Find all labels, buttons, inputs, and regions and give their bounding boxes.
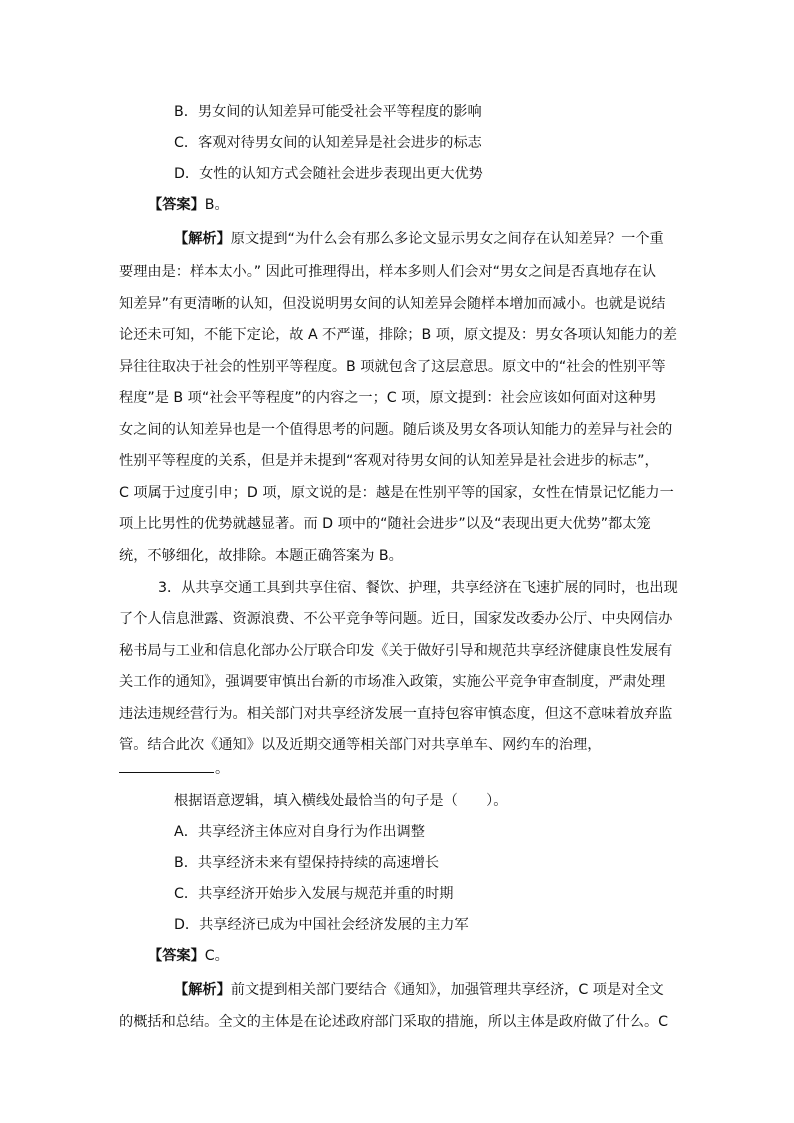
q2-analysis-line-11: 统，不够细化，故排除。本题正确答案为 B。 xyxy=(119,548,403,564)
q2-analysis-line-3: 知差异”有更清晰的认知，但没说明男女间的认知差异会随样本增加而减小。也就是说结 xyxy=(119,296,666,312)
q3-blank-line xyxy=(119,759,229,779)
q2-answer xyxy=(148,195,229,215)
q2-analysis-line-5: 异往往取决于社会的性别平等程度。B 项就包含了这层意思。原文中的“社会的性别平等 xyxy=(119,359,666,375)
q2-analysis-line-9: C 项属于过度引申；D 项，原文说的是：越是在性别平等的国家，女性在情景记忆能力一 xyxy=(119,485,674,501)
q3-option-b: B．共享经济未来有望保持持续的高速增长 xyxy=(174,855,440,871)
q2-option-c: C．客观对待男女间的认知差异是社会进步的标志 xyxy=(174,135,482,151)
q3-blank-end: 。 xyxy=(215,761,230,777)
q2-option-b: B．男女间的认知差异可能受社会平等程度的影响 xyxy=(174,104,482,120)
q2-option-d: D．女性的认知方式会随社会进步表现出更大优势 xyxy=(174,166,483,182)
q2-analysis-label: 【解析】 xyxy=(174,231,231,247)
q3-option-c: C．共享经济开始步入发展与规范并重的时期 xyxy=(174,886,454,902)
q3-answer xyxy=(148,946,229,966)
q2-analysis-line-4: 论还未可知，不能下定论，故 A 不严谨，排除；B 项，原文提及：男女各项认知能力的差 xyxy=(119,327,677,343)
q3-analysis-line-1 xyxy=(174,980,664,1000)
q3-analysis-text-1: 前文提到相关部门要结合《通知》，加强管理共享经济，C 项是对全文 xyxy=(230,982,664,998)
q3-analysis-line-2: 的概括和总结。全文的主体是在论述政府部门采取的措施，所以主体是政府做了什么。C xyxy=(119,1014,669,1030)
q2-answer-label: 【答案】 xyxy=(148,197,205,213)
q3-stem-line-1: 3．从共享交通工具到共享住宿、餐饮、护理，共享经济在飞速扩展的同时，也出现 xyxy=(158,580,678,596)
q3-option-d: D．共享经济已成为中国社会经济发展的主力军 xyxy=(174,917,469,933)
q3-question: 根据语意逻辑，填入横线处最恰当的句子是（ ）。 xyxy=(174,793,508,809)
q3-stem-line-5: 违法违规经营行为。相关部门对共享经济发展一直持包容审慎态度，但这不意味着放弃监 xyxy=(119,706,673,722)
q3-stem-line-2: 了个人信息泄露、资源浪费、不公平竞争等问题。近日，国家发改委办公厅、中央网信办 xyxy=(119,611,673,627)
q2-analysis-line-10: 项上比男性的优势就越显著。而 D 项中的“随社会进步”以及“表现出更大优势”都太笼 xyxy=(119,516,651,532)
q3-analysis-label: 【解析】 xyxy=(174,982,231,998)
q3-option-a: A．共享经济主体应对自身行为作出调整 xyxy=(174,824,425,840)
q3-stem-line-6: 管。结合此次《通知》以及近期交通等相关部门对共享单车、网约车的治理， xyxy=(119,737,602,753)
q2-analysis-line-7: 女之间的认知差异也是一个值得思考的问题。随后谈及男女各项认知能力的差异与社会的 xyxy=(119,422,673,438)
q3-answer-label: 【答案】 xyxy=(148,948,205,964)
q2-analysis-line-1 xyxy=(174,229,664,249)
q3-stem-line-4: 关工作的通知》，强调要审慎出台新的市场准入政策，实施公平竞争审查制度，严肃处理 xyxy=(119,674,666,690)
q2-analysis-line-2: 要理由是：样本太小。” 因此可推理得出，样本多则人们会对“男女之间是否真地存在认 xyxy=(119,264,657,280)
fill-blank xyxy=(119,759,214,773)
q2-answer-value: B。 xyxy=(204,197,229,213)
q2-analysis-line-6: 程度”是 B 项“社会平等程度”的内容之一；C 项，原文提到：社会应该如何面对这种男 xyxy=(119,390,657,406)
q2-analysis-line-8: 性别平等程度的关系，但是并未提到“客观对待男女间的认知差异是社会进步的标志”， xyxy=(119,453,659,469)
q3-stem-line-3: 秘书局与工业和信息化部办公厅联合印发《关于做好引导和规范共享经济健康良性发展有 xyxy=(119,643,673,659)
q3-answer-value: C。 xyxy=(204,948,229,964)
q2-analysis-text-1: 原文提到“为什么会有那么多论文显示男女之间存在认知差异？一个重 xyxy=(230,231,664,247)
